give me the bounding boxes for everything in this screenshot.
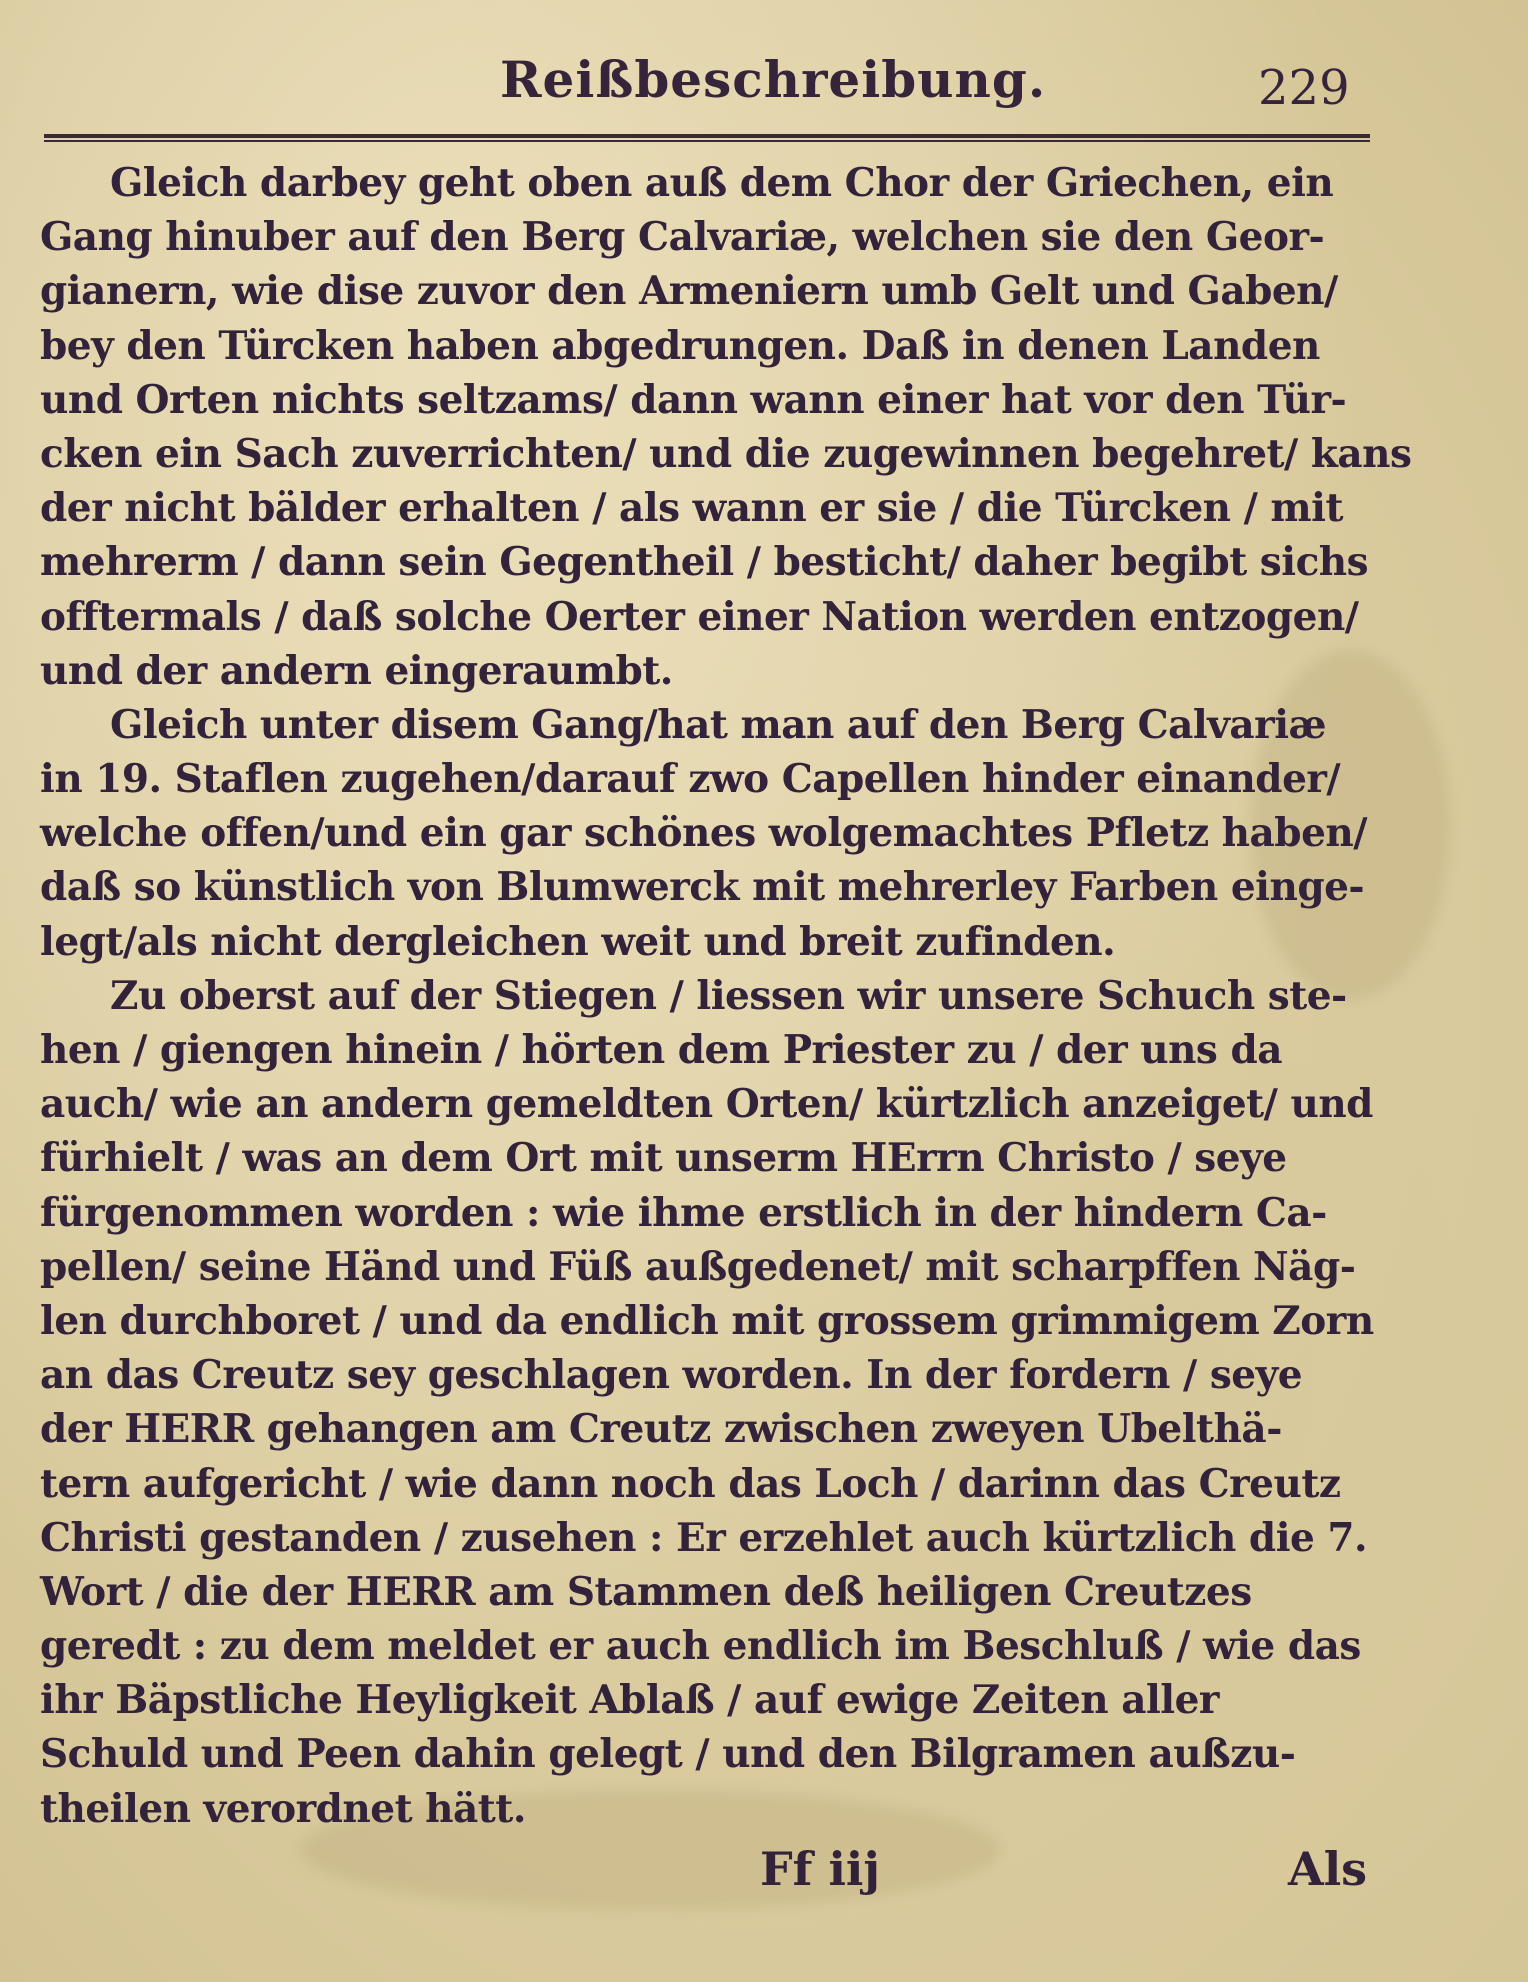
text-line: und der andern eingeraumbt. xyxy=(40,647,673,694)
text-line: Gleich darbey geht oben auß dem Chor der Griechen, ein xyxy=(110,160,1334,206)
text-line: Christi gestanden / zusehen : Er erzehlet auch kürtzlich die 7. xyxy=(40,1514,1368,1561)
text-line: tern aufgericht / wie dann noch das Loch / darinn das Creutz xyxy=(40,1460,1341,1507)
text-line: len durchboret / und da endlich mit grossem grimmigem Zorn xyxy=(40,1297,1374,1344)
signature-mark: Ff iij xyxy=(760,1842,881,1896)
text-line: pellen/ seine Händ und Füß außgedenet/ mit scharpffen Näg- xyxy=(40,1243,1356,1290)
page-number: 229 xyxy=(1258,60,1350,116)
text-line: Gleich unter disem Gang/hat man auf den Berg Calvariæ xyxy=(110,701,1327,748)
running-title: Reißbeschreibung. xyxy=(500,50,1047,109)
catchword: Als xyxy=(1288,1842,1368,1896)
text-line: gianern, wie dise zuvor den Armeniern umb Gelt und Gaben/ xyxy=(40,268,1338,315)
text-line: cken ein Sach zuverrichten/ und die zugewinnen begehret/ kans xyxy=(40,430,1412,477)
text-line: theilen verordnet hätt. xyxy=(40,1785,526,1832)
text-line: welche offen/und ein gar schönes wolgemachtes Pfletz haben/ xyxy=(40,810,1367,857)
body-text xyxy=(40,156,1412,1836)
text-line: fürgenommen worden : wie ihme erstlich in der hindern Ca- xyxy=(40,1189,1327,1236)
text-line: hen / giengen hinein / hörten dem Priester zu / der uns da xyxy=(40,1027,1283,1073)
header-rule-thin xyxy=(44,140,1370,142)
header-rule xyxy=(44,134,1370,138)
text-line: Zu oberst auf der Stiegen / liessen wir unsere Schuch ste- xyxy=(110,972,1347,1019)
text-line: fürhielt / was an dem Ort mit unserm HErrn Christo / seye xyxy=(40,1135,1287,1182)
text-line: bey den Türcken haben abgedrungen. Daß in denen Landen xyxy=(40,322,1320,369)
text-line: auch/ wie an andern gemeldten Orten/ kürtzlich anzeiget/ und xyxy=(40,1081,1373,1128)
text-line: Gang hinuber auf den Berg Calvariæ, welchen sie den Geor- xyxy=(40,214,1325,261)
text-line: in 19. Staflen zugehen/darauf zwo Capellen hinder einander/ xyxy=(40,756,1341,803)
text-line: Schuld und Peen dahin gelegt / und den Bilgramen außzu- xyxy=(40,1731,1296,1778)
text-line: daß so künstlich von Blumwerck mit mehrerley Farben einge- xyxy=(40,864,1365,911)
text-line: mehrerm / dann sein Gegentheil / besticht/ daher begibt sichs xyxy=(40,539,1369,586)
text-line: offtermals / daß solche Oerter einer Nation werden entzogen/ xyxy=(40,593,1359,640)
text-line: geredt : zu dem meldet er auch endlich im Beschluß / wie das xyxy=(40,1623,1361,1670)
text-line: ihr Bäpstliche Heyligkeit Ablaß / auf ewige Zeiten aller xyxy=(40,1677,1219,1724)
text-line: der HERR gehangen am Creutz zwischen zweyen Ubelthä- xyxy=(40,1406,1282,1453)
text-line: an das Creutz sey geschlagen worden. In der fordern / seye xyxy=(40,1352,1303,1399)
text-line: und Orten nichts seltzams/ dann wann einer hat vor den Tür- xyxy=(40,376,1347,423)
text-line: der nicht bälder erhalten / als wann er sie / die Türcken / mit xyxy=(40,485,1344,532)
text-line: legt/als nicht dergleichen weit und breit zufinden. xyxy=(40,918,1116,965)
text-line: Wort / die der HERR am Stammen deß heiligen Creutzes xyxy=(40,1568,1252,1615)
